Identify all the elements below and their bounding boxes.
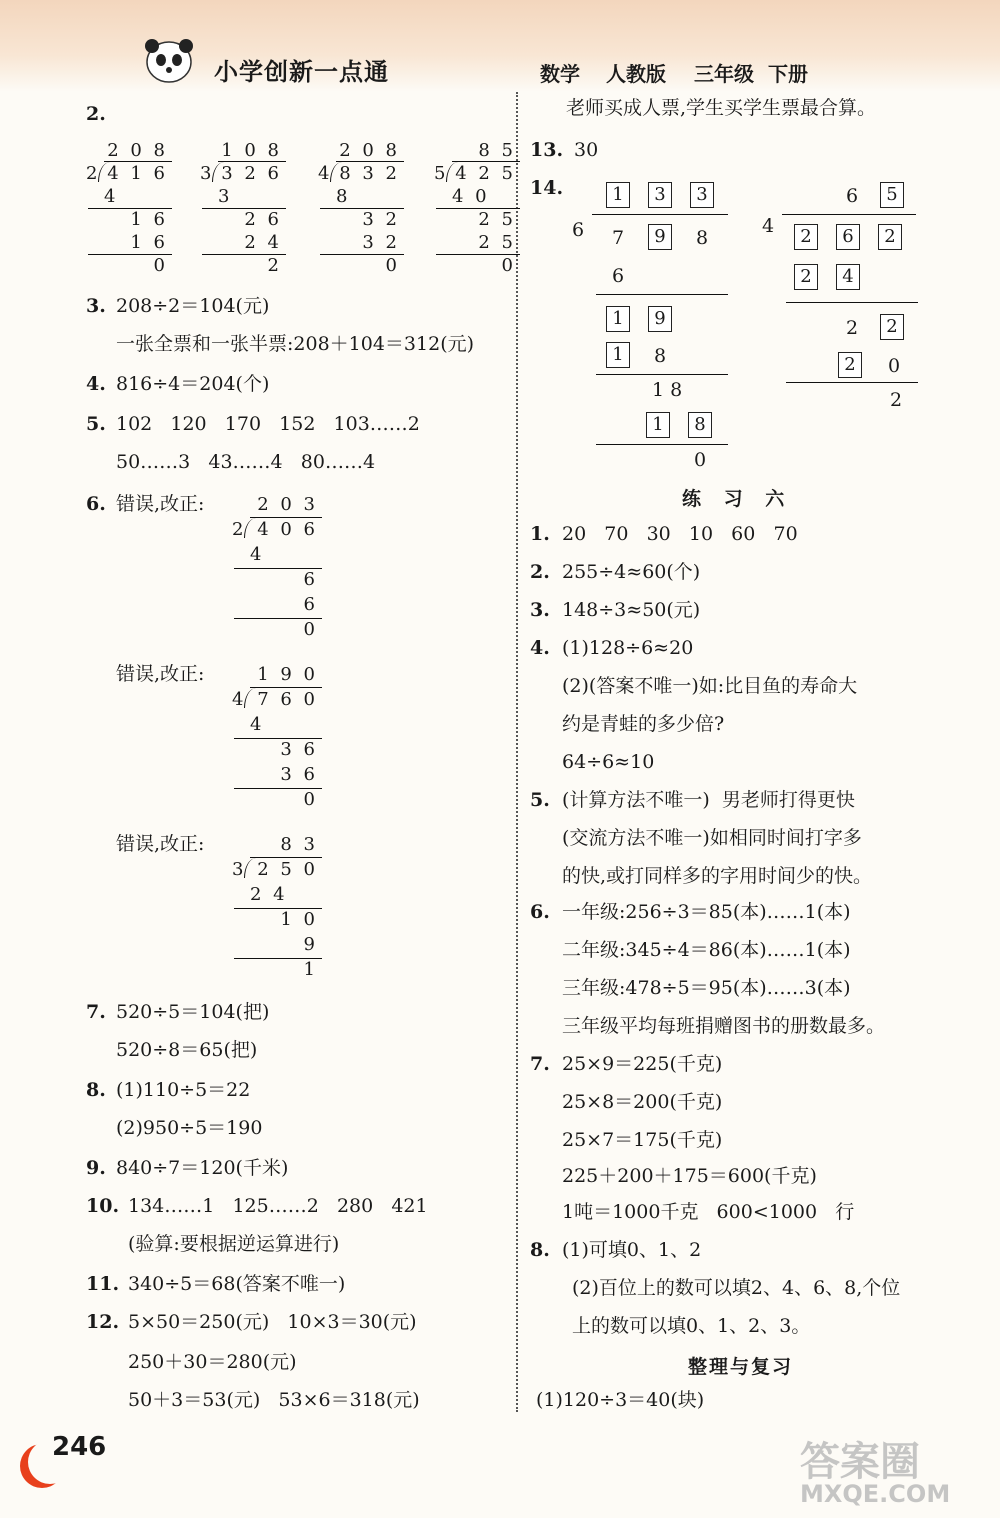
q7-line-2: 520÷8＝65(把) (116, 1039, 258, 1061)
q14b-dividend-digit-box: 2 (878, 224, 902, 250)
q14a-step-5-digit-box: 1 (646, 412, 670, 438)
q2-div-3-step-1: 8 (336, 186, 351, 207)
r7-line-4: 225＋200＋175＝600(千克) (562, 1165, 817, 1187)
q2-div-2-step-3: 2 4 (244, 232, 282, 253)
q12-line-2: 250＋30＝280(元) (128, 1351, 297, 1373)
q13-answer: 30 (574, 139, 599, 161)
watermark-text: 答案圈 (800, 1439, 920, 1485)
q7-number: 7. (86, 1001, 106, 1023)
q6-div-2-division-bar (250, 687, 322, 688)
q6-div-3-division-bar (250, 857, 322, 858)
q2-div-4-step-2: 2 5 (478, 209, 516, 230)
r6-line-4: 三年级平均每班捐赠图书的册数最多。 (562, 1015, 886, 1037)
q14b-step-1-digit-box: 2 (794, 264, 818, 290)
q2-div-1-division (82, 140, 168, 278)
q6-div-2-quotient: 1 9 0 (257, 664, 318, 685)
q13-number: 13. (530, 139, 564, 161)
q11-line: 340÷5＝68(答案不唯一) (128, 1273, 346, 1295)
review-line-1: (1)120÷3＝40(块) (536, 1389, 705, 1411)
q2-div-1-division-bar (104, 161, 172, 162)
q6-div-2-remainder: 0 (303, 789, 318, 810)
r2-number: 2. (530, 561, 550, 583)
q6-div-3-step-3: 9 (303, 934, 318, 955)
r4-line-2: (2)(答案不唯一)如:比目鱼的寿命大 (562, 675, 858, 697)
q2-div-4-divisor: 5 (434, 163, 449, 184)
r8-line-3: 上的数可以填0、1、2、3。 (572, 1315, 811, 1337)
q6-div-3-divisor: 3 (232, 859, 247, 880)
q6-div-3-dividend: 2 5 0 (257, 859, 318, 880)
r7-line-1: 25×9＝225(千克) (562, 1053, 723, 1075)
q2-div-2-dividend: 3 2 6 (221, 163, 282, 184)
r7-line-2: 25×8＝200(千克) (562, 1091, 723, 1113)
q14b-division-bar (782, 214, 916, 215)
q12-continuation: 老师买成人票,学生买学生票最合算。 (566, 97, 877, 119)
r4-line-3: 约是青蛙的多少倍? (562, 713, 725, 735)
q6-div-1-quotient: 2 0 3 (257, 494, 318, 515)
q14a-bar-1 (596, 294, 728, 295)
q14a-step-4: 1 8 (652, 379, 683, 401)
r2-line: 255÷4≈60(个) (562, 561, 701, 583)
r7-line-3: 25×7＝175(千克) (562, 1129, 723, 1151)
q14b-bar-1 (786, 302, 918, 303)
q14a-dividend-digit-box: 9 (648, 224, 672, 250)
r6-line-3: 三年级:478÷5＝95(本)……3(本) (562, 977, 851, 999)
q14b-dividend-digit-box: 2 (794, 224, 818, 250)
q5-number: 5. (86, 413, 106, 435)
q10-line-1: 134……1 125……2 280 421 (128, 1195, 428, 1217)
q14a-division-bar (592, 214, 728, 215)
q14a-step-3-digit: 8 (654, 345, 667, 367)
r6-line-1: 一年级:256÷3＝85(本)……1(本) (562, 901, 851, 923)
q14a-remainder: 0 (694, 449, 707, 471)
q8-line-2: (2)950÷5＝190 (116, 1117, 263, 1139)
q2-div-3-step-2: 3 2 (362, 209, 400, 230)
q2-div-4-dividend: 4 2 5 (455, 163, 516, 184)
q12-line-1: 5×50＝250(元) 10×3＝30(元) (128, 1311, 417, 1333)
q2-div-4-division-bar (452, 161, 520, 162)
r5-number: 5. (530, 789, 550, 811)
q12-line-3: 50＋3＝53(元) 53×6＝318(元) (128, 1389, 420, 1411)
r1-number: 1. (530, 523, 550, 545)
r5-line-1: (计算方法不唯一) 男老师打得更快 (562, 789, 855, 811)
r6-line-2: 二年级:345÷4＝86(本)……1(本) (562, 939, 851, 961)
q6-div-2-step-2: 3 6 (280, 739, 318, 760)
q2-div-2-remainder: 2 (267, 255, 282, 276)
q2-div-1-divisor: 2 (86, 163, 101, 184)
q6-div-3-step-2: 1 0 (280, 909, 318, 930)
q6-div-1-dividend: 4 0 6 (257, 519, 318, 540)
column-divider (516, 92, 518, 1412)
q2-div-1-step-3: 1 6 (130, 232, 168, 253)
q14a-divisor: 6 (572, 219, 585, 241)
q2-div-2-step-2: 2 6 (244, 209, 282, 230)
q3-line-1: 208÷2＝104(元) (116, 295, 270, 317)
q3-number: 3. (86, 295, 106, 317)
header-grade: 三年级 (694, 62, 754, 86)
r3-line: 148÷3≈50(元) (562, 599, 701, 621)
q14b-remainder: 2 (890, 389, 903, 411)
header-volume: 下册 (768, 62, 808, 86)
q6-div-1-division (228, 494, 318, 644)
q6-div-1-step-1: 4 (250, 544, 265, 565)
q14b-quotient-digit-box: 5 (880, 182, 904, 208)
q2-div-1-step-2: 1 6 (130, 209, 168, 230)
q14b-dividend-digit-box: 6 (836, 224, 860, 250)
q2-div-1-quotient: 2 0 8 (107, 140, 168, 161)
q2-div-3-dividend: 8 3 2 (339, 163, 400, 184)
r5-line-2: (交流方法不唯一)如相同时间打字多 (562, 827, 862, 849)
q14a-dividend-last: 8 (696, 227, 709, 249)
q14a-step-2-digit-box: 1 (606, 306, 630, 332)
q2-div-2-division-bar (218, 161, 286, 162)
q6-div-2-dividend: 7 6 0 (257, 689, 318, 710)
q14a-bar-2 (596, 374, 728, 375)
header-subject: 数学 (540, 62, 580, 86)
q14a-quotient-digit-box: 3 (690, 182, 714, 208)
q10-number: 10. (86, 1195, 120, 1217)
q2-div-4-quotient: 8 5 (478, 140, 516, 161)
q2-div-3-step-3: 3 2 (362, 232, 400, 253)
q9-line: 840÷7＝120(千米) (116, 1157, 289, 1179)
q2-div-1-remainder: 0 (153, 255, 168, 276)
r8-line-1: (1)可填0、1、2 (562, 1239, 702, 1261)
r7-line-5: 1吨＝1000千克 600<1000 行 (562, 1201, 855, 1223)
r1-line: 20 70 30 10 60 70 (562, 523, 798, 545)
q6-div-3-step-1: 2 4 (250, 884, 288, 905)
q14b-step-2-digit-box: 2 (880, 314, 904, 340)
section-title-practice-6: 练 习 六 (682, 488, 793, 510)
section-title-review: 整理与复习 (688, 1356, 794, 1378)
q2-div-3-quotient: 2 0 8 (339, 140, 400, 161)
q4-number: 4. (86, 373, 106, 395)
q6-label-1: 错误,改正: (116, 493, 205, 515)
q5-line-2: 50……3 43……4 80……4 (116, 451, 376, 473)
r8-number: 8. (530, 1239, 550, 1261)
q14a-quotient-digit-box: 3 (648, 182, 672, 208)
q6-number: 6. (86, 493, 106, 515)
q2-div-4-division (430, 140, 516, 278)
q2-number: 2. (86, 103, 106, 125)
r6-number: 6. (530, 901, 550, 923)
q14a-step-3-digit-box: 1 (606, 342, 630, 368)
q2-div-2-divisor: 3 (200, 163, 215, 184)
q14-number: 14. (530, 177, 564, 199)
r5-line-3: 的快,或打同样多的字用时间少的快。 (562, 865, 873, 887)
q6-div-1-remainder: 0 (303, 619, 318, 640)
q14b-step-1-digit-box: 4 (836, 264, 860, 290)
q6-div-1-divisor: 2 (232, 519, 247, 540)
r8-line-2: (2)百位上的数可以填2、4、6、8,个位 (572, 1277, 901, 1299)
q14a-step-2-digit-box: 9 (648, 306, 672, 332)
q14a-quotient-digit-box: 1 (606, 182, 630, 208)
q14b-divisor: 4 (762, 215, 775, 237)
page-number: 246 (52, 1432, 107, 1462)
q2-div-3-divisor: 4 (318, 163, 333, 184)
q8-number: 8. (86, 1079, 106, 1101)
q6-label-2: 错误,改正: (116, 663, 205, 685)
q6-div-3-remainder: 1 (303, 959, 318, 980)
q5-line-1: 102 120 170 152 103……2 (116, 413, 420, 435)
q2-div-2-quotient: 1 0 8 (221, 140, 282, 161)
q6-div-3-division (228, 834, 318, 984)
q14a-bar-3 (596, 444, 728, 445)
q11-number: 11. (86, 1273, 120, 1295)
q10-line-2: (验算:要根据逆运算进行) (128, 1233, 340, 1255)
r3-number: 3. (530, 599, 550, 621)
header-edition: 人教版 (606, 62, 666, 86)
q6-div-2-step-1: 4 (250, 714, 265, 735)
brand-title: 小学创新一点通 (214, 58, 389, 86)
q14a-dividend-first: 7 (612, 227, 625, 249)
q2-div-2-division (196, 140, 282, 278)
q6-div-2-step-3: 3 6 (280, 764, 318, 785)
r4-number: 4. (530, 637, 550, 659)
q6-div-1-step-3: 6 (303, 594, 318, 615)
q14b-step-2-digit: 2 (846, 317, 859, 339)
q2-div-3-remainder: 0 (385, 255, 400, 276)
q2-div-3-division (314, 140, 400, 278)
q3-line-2: 一张全票和一张半票:208＋104＝312(元) (116, 333, 475, 355)
watermark-url: MXQE.COM (800, 1480, 951, 1508)
q14b-step-3-digit: 0 (888, 355, 901, 377)
q6-div-1-division-bar (250, 517, 322, 518)
q6-label-3: 错误,改正: (116, 833, 205, 855)
q9-number: 9. (86, 1157, 106, 1179)
q2-div-4-step-3: 2 5 (478, 232, 516, 253)
q2-div-1-dividend: 4 1 6 (107, 163, 168, 184)
q12-number: 12. (86, 1311, 120, 1333)
q6-div-2-divisor: 4 (232, 689, 247, 710)
q4-line: 816÷4＝204(个) (116, 373, 270, 395)
q2-div-1-step-1: 4 (104, 186, 119, 207)
q2-div-3-division-bar (336, 161, 404, 162)
q8-line-1: (1)110÷5＝22 (116, 1079, 251, 1101)
r4-line-1: (1)128÷6≈20 (562, 637, 694, 659)
q2-div-4-remainder: 0 (501, 255, 516, 276)
q14a-step-5-digit-box: 8 (688, 412, 712, 438)
q7-line-1: 520÷5＝104(把) (116, 1001, 270, 1023)
r4-line-4: 64÷6≈10 (562, 751, 655, 773)
q6-div-3-quotient: 8 3 (280, 834, 318, 855)
q14a-step-1: 6 (612, 265, 625, 287)
q14b-bar-2 (786, 382, 918, 383)
q2-div-2-step-1: 3 (218, 186, 233, 207)
q6-div-1-step-2: 6 (303, 569, 318, 590)
q14b-quotient-first: 6 (846, 185, 859, 207)
q14b-step-3-digit-box: 2 (838, 352, 862, 378)
panda-logo-icon (138, 34, 200, 86)
q6-div-2-division (228, 664, 318, 814)
r7-number: 7. (530, 1053, 550, 1075)
q2-div-4-step-1: 4 0 (452, 186, 490, 207)
